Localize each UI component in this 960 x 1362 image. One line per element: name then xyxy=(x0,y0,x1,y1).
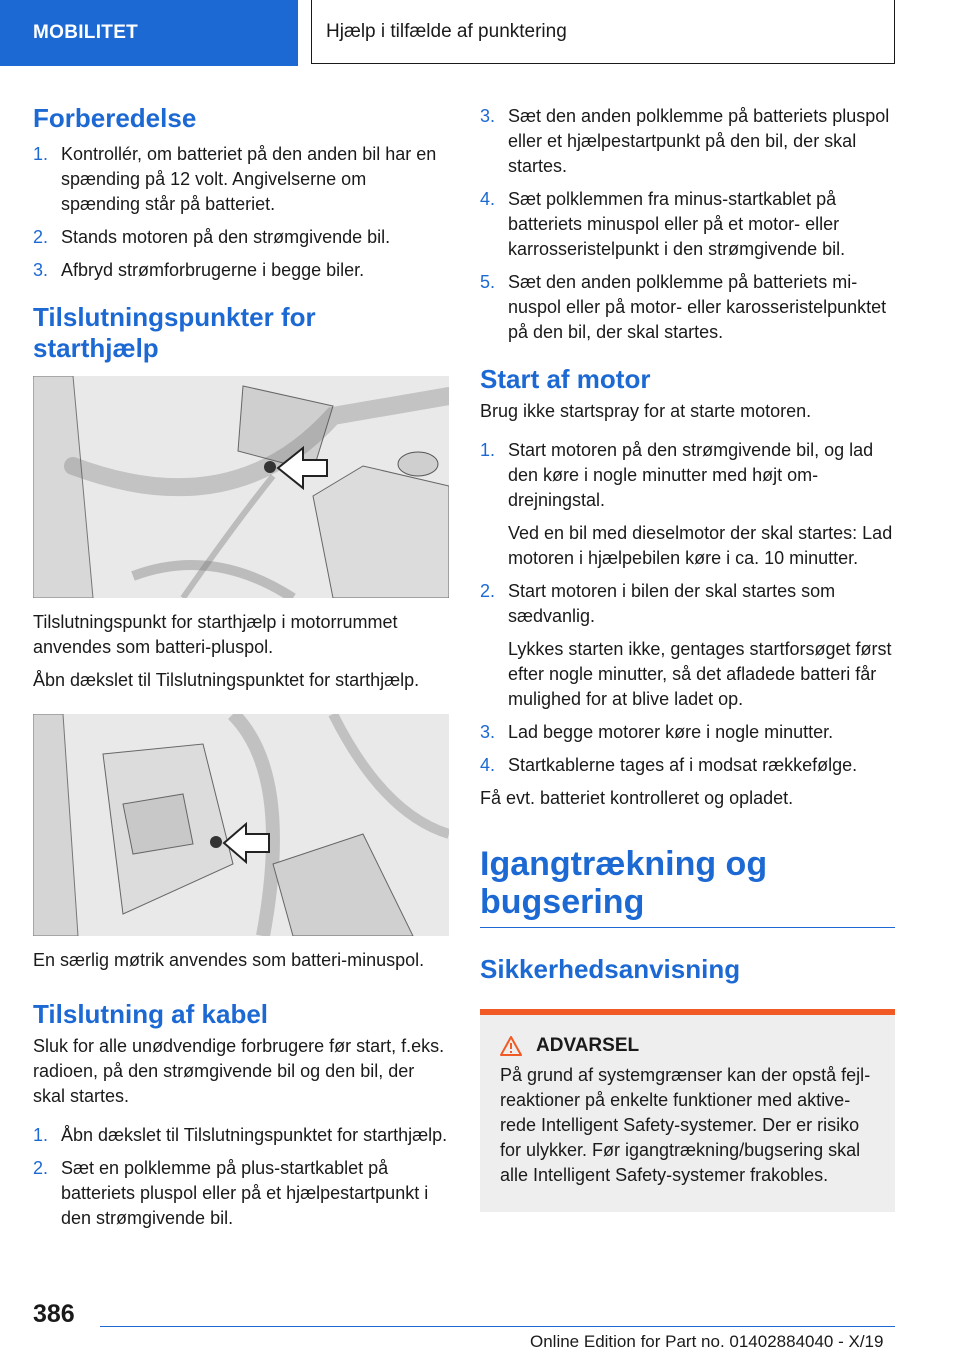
figure1-caption: Tilslutningspunkt for starthjælp i motorrummet anvendes som batteri-pluspol. xyxy=(33,612,398,657)
list-item: 3. Lad begge motorer køre i nogle minutter. xyxy=(480,722,834,742)
section-divider xyxy=(480,927,895,928)
list-item: 4. Startkablerne tages af i modsat rækkefølge. xyxy=(480,755,858,775)
list-item: 2. Stands motoren på den strømgivende bil. xyxy=(33,227,391,247)
list-item: 1. Åbn dækslet til Tilslutningspunktet for starthjælp. xyxy=(33,1125,448,1145)
start-outro: Få evt. batteriet kontrolleret og opladet. xyxy=(480,788,794,808)
list-item: 5. Sæt den anden polklemme på batteriets minuspol eller på motor- eller karosseristelpunktet på den bil, der skal startes. xyxy=(480,272,887,342)
heading-engine-start: Start af motor xyxy=(480,364,651,394)
cable-steps-continued xyxy=(480,104,895,345)
chapter-title: Hjælp i tilfælde af punktering xyxy=(311,0,895,64)
figure1-instruction: Åbn dækslet til Tilslutningspunktet for starthjælp. xyxy=(33,670,420,690)
list-item: 4. Sæt polklemmen fra minus-startkablet på batteriets minuspol eller på et motor- eller karrosseristelpunkt i den strømgivende bil. xyxy=(480,189,846,259)
start-steps xyxy=(480,438,895,778)
cable-steps xyxy=(33,1123,449,1231)
right-column xyxy=(480,100,895,1212)
heading-preparation: Forberedelse xyxy=(33,103,197,133)
engine-bay-figure-minus xyxy=(33,714,449,936)
list-item: 1. Kontrollér, om batteriet på den anden bil har en spænding på 12 volt. Angivelserne om spænding står på batteriet. xyxy=(33,144,437,214)
heading-connection-points: Tilslutningspunkter for starthjælp xyxy=(33,302,316,363)
warning-triangle-icon xyxy=(500,1036,522,1056)
page-number: 386 xyxy=(33,1300,75,1328)
heading-towing: Igangtrækning og bugsering xyxy=(480,845,768,921)
list-item: 2. Sæt en polklemme på plus-startkablet på batteriets pluspol eller på et hjælpestartpunkt i den strømgivende bil. xyxy=(33,1158,429,1228)
cable-intro: Sluk for alle unødvendige forbrugere før start, f.eks. radioen, på den strømgivende bil og den bil, der skal startes. xyxy=(33,1036,445,1106)
list-item: 1. Start motoren på den strømgivende bil, og lad den køre i nogle minutter med højt omdrejningstal. Ved en bil med dieselmotor der skal startes: Lad motoren i hjælpebilen køre i ca. 10 minutter. xyxy=(480,440,893,568)
engine-bay-figure-plus xyxy=(33,376,449,598)
list-item: 3. Afbryd strømforbrugerne i begge biler. xyxy=(33,260,365,280)
engine-bay-illustration xyxy=(33,714,449,936)
warning-text: På grund af systemgrænser kan der opstå fejlreaktioner på enkelte funktioner med aktiverede Intelligent Safety-systemer. Der er risiko for ulykker. Før igangtrækning/bugsering skal alle Intelligent Safety-systemer frakobles. xyxy=(500,1065,871,1185)
heading-safety: Sikkerhedsanvisning xyxy=(480,954,741,984)
warning-label: ADVARSEL xyxy=(536,1035,640,1056)
warning-box xyxy=(480,1009,895,1212)
start-intro: Brug ikke startspray for at starte motoren. xyxy=(480,401,812,421)
section-tab: MOBILITET xyxy=(0,0,298,66)
list-item: 2. Start motoren i bilen der skal startes som sædvanlig. Lykkes starten ikke, gentages startforsøget først efter nogle minutter, så det afladede batteri får mulighed for at blive ladet op. xyxy=(480,581,892,709)
left-column xyxy=(33,100,449,1231)
engine-bay-illustration xyxy=(33,376,449,598)
heading-cable-connection: Tilslutning af kabel xyxy=(33,999,269,1029)
footer-divider xyxy=(100,1326,895,1327)
figure2-caption: En særlig møtrik anvendes som batteri-minuspol. xyxy=(33,950,425,970)
footer-edition: Online Edition for Part no. 01402884040 - X/19 xyxy=(530,1332,884,1351)
list-item: 3. Sæt den anden polklemme på batteriets pluspol eller et hjælpestartpunkt på den bil, der skal startes. xyxy=(480,106,890,176)
preparation-steps xyxy=(33,142,449,283)
